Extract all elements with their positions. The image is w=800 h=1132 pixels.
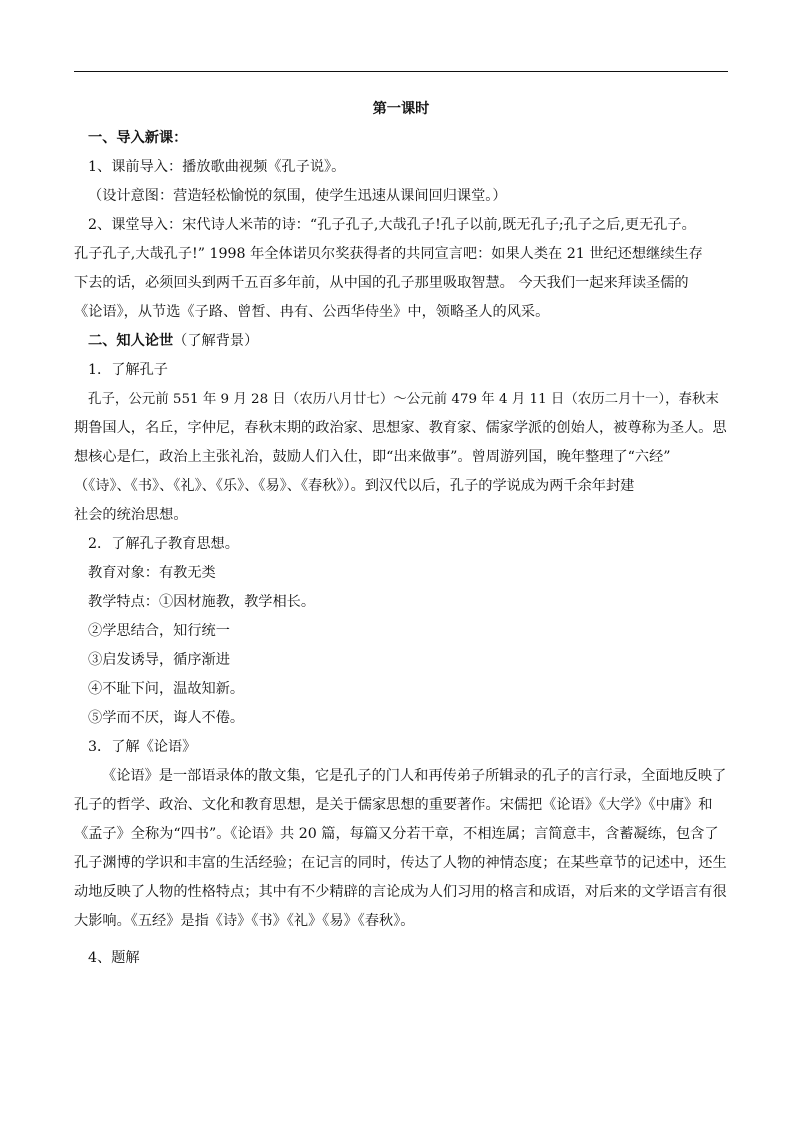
design-note: （设计意图：营造轻松愉悦的氛围，使学生迅速从课间回归课堂。） (88, 188, 507, 204)
spacer (74, 936, 728, 944)
document-body (74, 95, 728, 973)
education-feature-5: ⑤学而不厌，诲人不倦。 (88, 710, 245, 726)
intro-item-2-line-2: 孔子孔子,大哉孔子!” 1998 年全体诺贝尔奖获得者的共同宣言吧：如果人类在 21 世纪还想继续生存 (74, 246, 703, 262)
analects-line-3: 《孟子》全称为“四书”。《论语》共 20 篇，每篇又分若干章，不相连属；言简意丰，含蓄凝练，包含了 (74, 826, 719, 842)
subheading-analects: 3．了解《论语》 (88, 739, 197, 755)
analects-line-5: 动地反映了人物的性格特点；其中有不少精辟的言论成为人们习用的格言和成语，对后来的文学语言有很 (74, 884, 727, 900)
subheading-confucius: 1．了解孔子 (88, 362, 168, 378)
education-feature-2: ②学思结合，知行统一 (88, 623, 230, 639)
intro-item-1: 1、课前导入：播放歌曲视频《孔子说》。 (88, 159, 346, 175)
intro-item-2-line-3: 下去的话，必须回头到两千五百多年前，从中国的孔子那里吸取智慧。 今天我们一起来拜读圣儒的 (74, 275, 689, 291)
subheading-title-explanation: 4、题解 (88, 950, 140, 966)
section-heading-background-rest: （了解背景） (173, 333, 259, 349)
section-heading-background (74, 327, 728, 356)
intro-item-2-line-1: 2、课堂导入：宋代诗人米芾的诗：“孔子孔子,大哉孔子!孔子以前,既无孔子;孔子之后,更无孔子。 (88, 217, 696, 233)
confucius-bio-line-5: 社会的统治思想。 (74, 507, 188, 523)
section-heading-intro: 一、导入新课： (88, 130, 188, 146)
confucius-bio-line-3: 想核心是仁，政治上主张礼治，鼓励人们入仕，即“出来做事”。曾周游列国，晚年整理了“六经” (74, 449, 671, 465)
confucius-bio-line-2: 期鲁国人，名丘，字仲尼，春秋末期的政治家、思想家、教育家、儒家学派的创始人，被尊称为圣人。思 (74, 420, 727, 436)
education-object: 教育对象：有教无类 (88, 565, 216, 581)
analects-line-2: 孔子的哲学、政治、文化和教育思想，是关于儒家思想的重要著作。宋儒把《论语》《大学》《中庸》和 (74, 797, 713, 813)
analects-line-4: 孔子渊博的学识和丰富的生活经验；在记言的同时，传达了人物的神情态度；在某些章节的记述中，还生 (74, 855, 727, 871)
education-features: 教学特点：①因材施教，教学相长。 (88, 594, 316, 610)
lesson-title: 第一课时 (372, 101, 430, 117)
confucius-bio-line-4: （《诗》、《书》、《礼》、《乐》、《易》、《春秋》）。到汉代以后，孔子的学说成为两千余年封建 (74, 478, 635, 494)
education-feature-3: ③启发诱导，循序渐进 (88, 652, 230, 668)
analects-line-6: 大影响。《五经》是指《诗》《书》《礼》《易》《春秋》。 (74, 913, 415, 929)
intro-item-2-line-4: 《论语》，从节选《子路、曾皙、冉有、公西华侍坐》中，领略圣人的风采。 (74, 304, 550, 320)
education-feature-4: ④不耻下问，温故知新。 (88, 681, 245, 697)
confucius-bio-line-1: 孔子，公元前 551 年 9 月 28 日（农历八月廿七）～公元前 479 年 4 月 11 日（农历二月十一），春秋末 (88, 392, 719, 407)
section-heading-background-bold: 二、知人论世 (88, 333, 174, 349)
analects-line-1: 《论语》是一部语录体的散文集，它是孔子的门人和再传弟子所辑录的孔子的言行录，全面地反映了 (102, 768, 727, 784)
header-rule (74, 71, 728, 72)
subheading-education: 2．了解孔子教育思想。 (88, 536, 239, 552)
